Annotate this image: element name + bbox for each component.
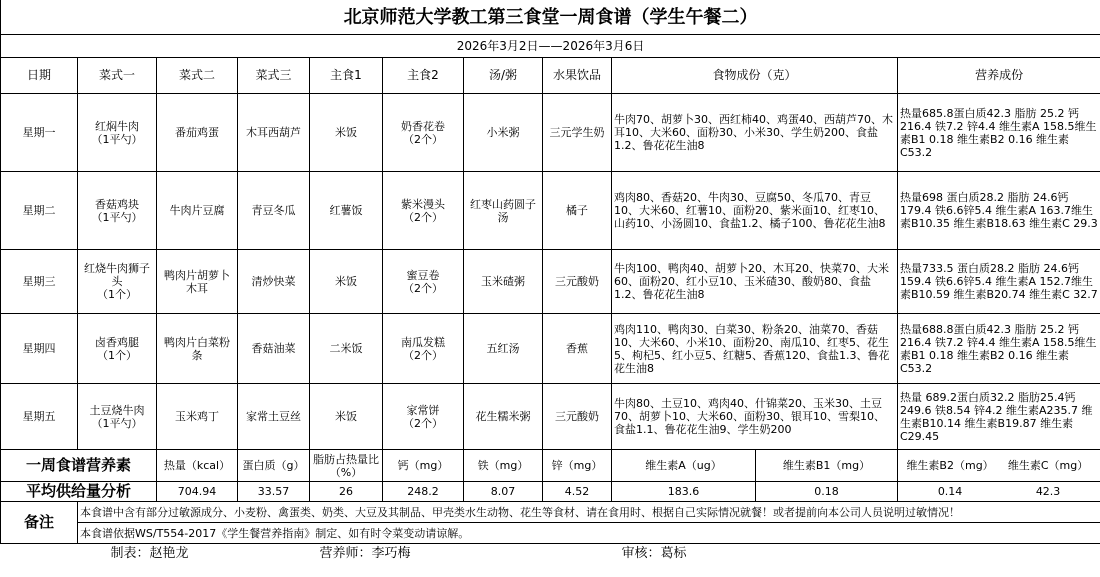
date-range: 2026年3月2日——2026年3月6日 bbox=[1, 35, 1100, 58]
summary-header-b2: 维生素B2（mg） bbox=[906, 459, 994, 472]
staple2-name: 家常饼 bbox=[406, 403, 440, 417]
dish1-portion: （1平勺） bbox=[91, 132, 143, 146]
remarks-label: 备注 bbox=[1, 502, 78, 544]
staple1-cell: 二米饭 bbox=[310, 314, 383, 384]
nutrition-cell: 热量688.8蛋白质42.3 脂肪 25.2 钙216.4 铁7.2 锌4.4 维生素A 158.5维生素B1 0.18 维生素B2 0.16 维生素C53.2 bbox=[898, 314, 1100, 384]
staple1-cell: 米饭 bbox=[310, 94, 383, 172]
avg-label: 平均供给量分析 bbox=[1, 482, 157, 502]
staple2-name: 奶香花卷 bbox=[401, 119, 445, 133]
dish3-cell: 家常土豆丝 bbox=[238, 384, 310, 450]
dish1-name: 香菇鸡块 bbox=[95, 197, 139, 211]
summary-value: 8.07 bbox=[464, 482, 543, 502]
table-row bbox=[1, 384, 1100, 450]
table-row bbox=[1, 314, 1100, 384]
summary-header-c: 维生素C（mg） bbox=[1007, 459, 1089, 472]
staple1-cell: 米饭 bbox=[310, 384, 383, 450]
dish3-cell: 青豆冬瓜 bbox=[238, 172, 310, 250]
dish1-cell bbox=[78, 384, 157, 450]
dish1-portion: （1个） bbox=[97, 288, 137, 301]
day-label: 星期一 bbox=[1, 94, 78, 172]
header-staple1: 主食1 bbox=[310, 58, 383, 94]
header-nutrition: 营养成份 bbox=[898, 58, 1100, 94]
summary-value: 26 bbox=[310, 482, 383, 502]
remarks-line2: 本食谱依据WS/T554-2017《学生餐营养指南》制定、如有时令菜变动请谅解。 bbox=[78, 523, 1100, 544]
ingredients-cell: 鸡肉110、鸭肉30、白菜30、粉条20、油菜70、香菇10、大米60、小米10、面粉20、南瓜10、红枣5、花生5、枸杞5、红小豆5、红糖5、香蕉120、食盐1.3、鲁花花生油8 bbox=[612, 314, 898, 384]
fruit-cell: 三元酸奶 bbox=[543, 250, 612, 314]
header-soup: 汤/粥 bbox=[464, 58, 543, 94]
soup-cell: 红枣山药圆子汤 bbox=[464, 172, 543, 250]
dish1-portion: （1个） bbox=[97, 348, 137, 362]
summary-header: 热量（kcal） bbox=[157, 450, 238, 482]
staple2-cell bbox=[383, 250, 464, 314]
dish1-name: 土豆烧牛肉 bbox=[89, 403, 145, 417]
ingredients-cell: 牛肉100、鸭肉40、胡萝卜20、木耳20、快菜70、大米60、面粉20、红小豆10、玉米碴30、酸奶80、食盐1.2、鲁花花生油8 bbox=[612, 250, 898, 314]
day-label: 星期三 bbox=[1, 250, 78, 314]
header-row bbox=[1, 58, 1100, 94]
staple2-cell bbox=[383, 314, 464, 384]
summary-header: 维生素B1（mg） bbox=[756, 450, 898, 482]
dish1-cell bbox=[78, 94, 157, 172]
dish2-cell: 玉米鸡丁 bbox=[157, 384, 238, 450]
staple2-cell bbox=[383, 172, 464, 250]
dish1-cell bbox=[78, 314, 157, 384]
dish1-cell bbox=[78, 172, 157, 250]
dish1-name: 红烧牛肉狮子头 bbox=[84, 262, 150, 288]
summary-header: 铁（mg） bbox=[464, 450, 543, 482]
summary-label: 一周食谱营养素 bbox=[1, 450, 157, 482]
dish1-name: 卤香鸡腿 bbox=[95, 335, 139, 349]
remarks-row bbox=[1, 523, 1100, 544]
day-label: 星期二 bbox=[1, 172, 78, 250]
dish3-cell: 清炒快菜 bbox=[238, 250, 310, 314]
summary-value: 4.52 bbox=[543, 482, 612, 502]
fruit-cell: 三元酸奶 bbox=[543, 384, 612, 450]
staple2-name: 南瓜发糕 bbox=[401, 335, 445, 349]
staple2-portion: （2个） bbox=[403, 348, 443, 362]
header-fruit: 水果饮品 bbox=[543, 58, 612, 94]
summary-header bbox=[898, 450, 1100, 482]
staple2-portion: （2个） bbox=[403, 132, 443, 146]
staple1-cell: 红薯饭 bbox=[310, 172, 383, 250]
summary-value-b2: 0.14 bbox=[937, 485, 963, 498]
soup-cell: 五红汤 bbox=[464, 314, 543, 384]
dish2-cell: 鸭肉片胡萝卜木耳 bbox=[157, 250, 238, 314]
fruit-cell: 香蕉 bbox=[543, 314, 612, 384]
staple2-portion: （2个） bbox=[403, 416, 443, 430]
dish1-cell bbox=[78, 250, 157, 314]
remarks-line1: 本食谱中含有部分过敏源成分、小麦粉、禽蛋类、奶类、大豆及其制品、甲壳类水生动物、花生等食材、请在食用时、根据自己实际情况就餐！或者提前向本公司人员说明过敏情况！ bbox=[78, 502, 1100, 523]
summary-value: 33.57 bbox=[238, 482, 310, 502]
dish1-portion: （1平勺） bbox=[91, 210, 143, 224]
page-title: 北京师范大学教工第三食堂一周食谱（学生午餐二） bbox=[1, 0, 1100, 35]
table-row bbox=[1, 94, 1100, 172]
soup-cell: 玉米碴粥 bbox=[464, 250, 543, 314]
dish2-cell: 番茄鸡蛋 bbox=[157, 94, 238, 172]
summary-value: 0.18 bbox=[756, 482, 898, 502]
nutrition-cell: 热量685.8蛋白质42.3 脂肪 25.2 钙216.4 铁7.2 锌4.4 维生素A 158.5维生素B1 0.18 维生素B2 0.16 维生素C53.2 bbox=[898, 94, 1100, 172]
summary-header: 锌（mg） bbox=[543, 450, 612, 482]
nutrition-cell: 热量 689.2蛋白质32.2 脂肪25.4钙249.6 铁8.54 锌4.2 维生素A235.7 维生素B10.14 维生素B19.87 维生素C29.45 bbox=[898, 384, 1100, 450]
summary-header-row bbox=[1, 450, 1100, 482]
staple1-cell: 米饭 bbox=[310, 250, 383, 314]
summary-header: 脂肪占热量比（%） bbox=[310, 450, 383, 482]
fruit-cell: 三元学生奶 bbox=[543, 94, 612, 172]
nutrition-cell: 热量733.5 蛋白质28.2 脂肪 24.6钙159.4 铁6.6锌5.4 维生素A 152.7维生素B10.59 维生素B20.74 维生素C 32.7 bbox=[898, 250, 1100, 314]
staple2-cell bbox=[383, 384, 464, 450]
summary-header: 蛋白质（g） bbox=[238, 450, 310, 482]
summary-header: 维生素A（ug） bbox=[612, 450, 756, 482]
header-dish3: 菜式三 bbox=[238, 58, 310, 94]
staple2-portion: （2个） bbox=[403, 281, 443, 295]
header-date: 日期 bbox=[1, 58, 78, 94]
summary-value bbox=[898, 482, 1100, 502]
header-staple2: 主食2 bbox=[383, 58, 464, 94]
dish3-cell: 香菇油菜 bbox=[238, 314, 310, 384]
nutritionist: 营养师：李巧梅 bbox=[319, 545, 411, 561]
table-row bbox=[1, 250, 1100, 314]
summary-values-row bbox=[1, 482, 1100, 502]
header-ingredients: 食物成份（克） bbox=[612, 58, 898, 94]
staple2-name: 紫米漫头 bbox=[401, 197, 445, 211]
dish3-cell: 木耳西葫芦 bbox=[238, 94, 310, 172]
summary-value: 248.2 bbox=[383, 482, 464, 502]
staple2-portion: （2个） bbox=[403, 210, 443, 224]
fruit-cell: 橘子 bbox=[543, 172, 612, 250]
staple2-name: 蜜豆卷 bbox=[406, 268, 440, 282]
dish2-cell: 鸭肉片白菜粉条 bbox=[157, 314, 238, 384]
remarks-row bbox=[1, 502, 1100, 523]
nutrition-cell: 热量698 蛋白质28.2 脂肪 24.6钙179.4 铁6.6锌5.4 维生素A 163.7维生素B10.35 维生素B18.63 维生素C 29.3 bbox=[898, 172, 1100, 250]
maker: 制表：赵艳龙 bbox=[110, 545, 189, 561]
dish2-cell: 牛肉片豆腐 bbox=[157, 172, 238, 250]
staple2-cell bbox=[383, 94, 464, 172]
summary-value: 183.6 bbox=[612, 482, 756, 502]
footer-row bbox=[1, 544, 1100, 563]
ingredients-cell: 牛肉70、胡萝卜30、西红柿40、鸡蛋40、西葫芦70、木耳10、大米60、面粉30、小米30、学生奶200、食盐1.2、鲁花花生油8 bbox=[612, 94, 898, 172]
day-label: 星期五 bbox=[1, 384, 78, 450]
dish1-name: 红焖牛肉 bbox=[95, 119, 139, 133]
ingredients-cell: 牛肉80、土豆10、鸡肉40、什锦菜20、玉米30、土豆70、胡萝卜10、大米60、面粉30、银耳10、雪梨10、食盐1.1、鲁花花生油9、学生奶200 bbox=[612, 384, 898, 450]
summary-value-c: 42.3 bbox=[1035, 485, 1061, 498]
header-dish1: 菜式一 bbox=[78, 58, 157, 94]
summary-header: 钙（mg） bbox=[383, 450, 464, 482]
ingredients-cell: 鸡肉80、香菇20、牛肉30、豆腐50、冬瓜70、青豆10、大米60、红薯10、面粉20、紫米面10、红枣10、山药10、小汤圆10、食盐1.2、橘子100、鲁花花生油8 bbox=[612, 172, 898, 250]
table-row bbox=[1, 172, 1100, 250]
soup-cell: 小米粥 bbox=[464, 94, 543, 172]
reviewer: 审核：葛标 bbox=[621, 545, 687, 561]
day-label: 星期四 bbox=[1, 314, 78, 384]
header-dish2: 菜式二 bbox=[157, 58, 238, 94]
dish1-portion: （1平勺） bbox=[91, 416, 143, 430]
summary-value: 704.94 bbox=[157, 482, 238, 502]
soup-cell: 花生糯米粥 bbox=[464, 384, 543, 450]
